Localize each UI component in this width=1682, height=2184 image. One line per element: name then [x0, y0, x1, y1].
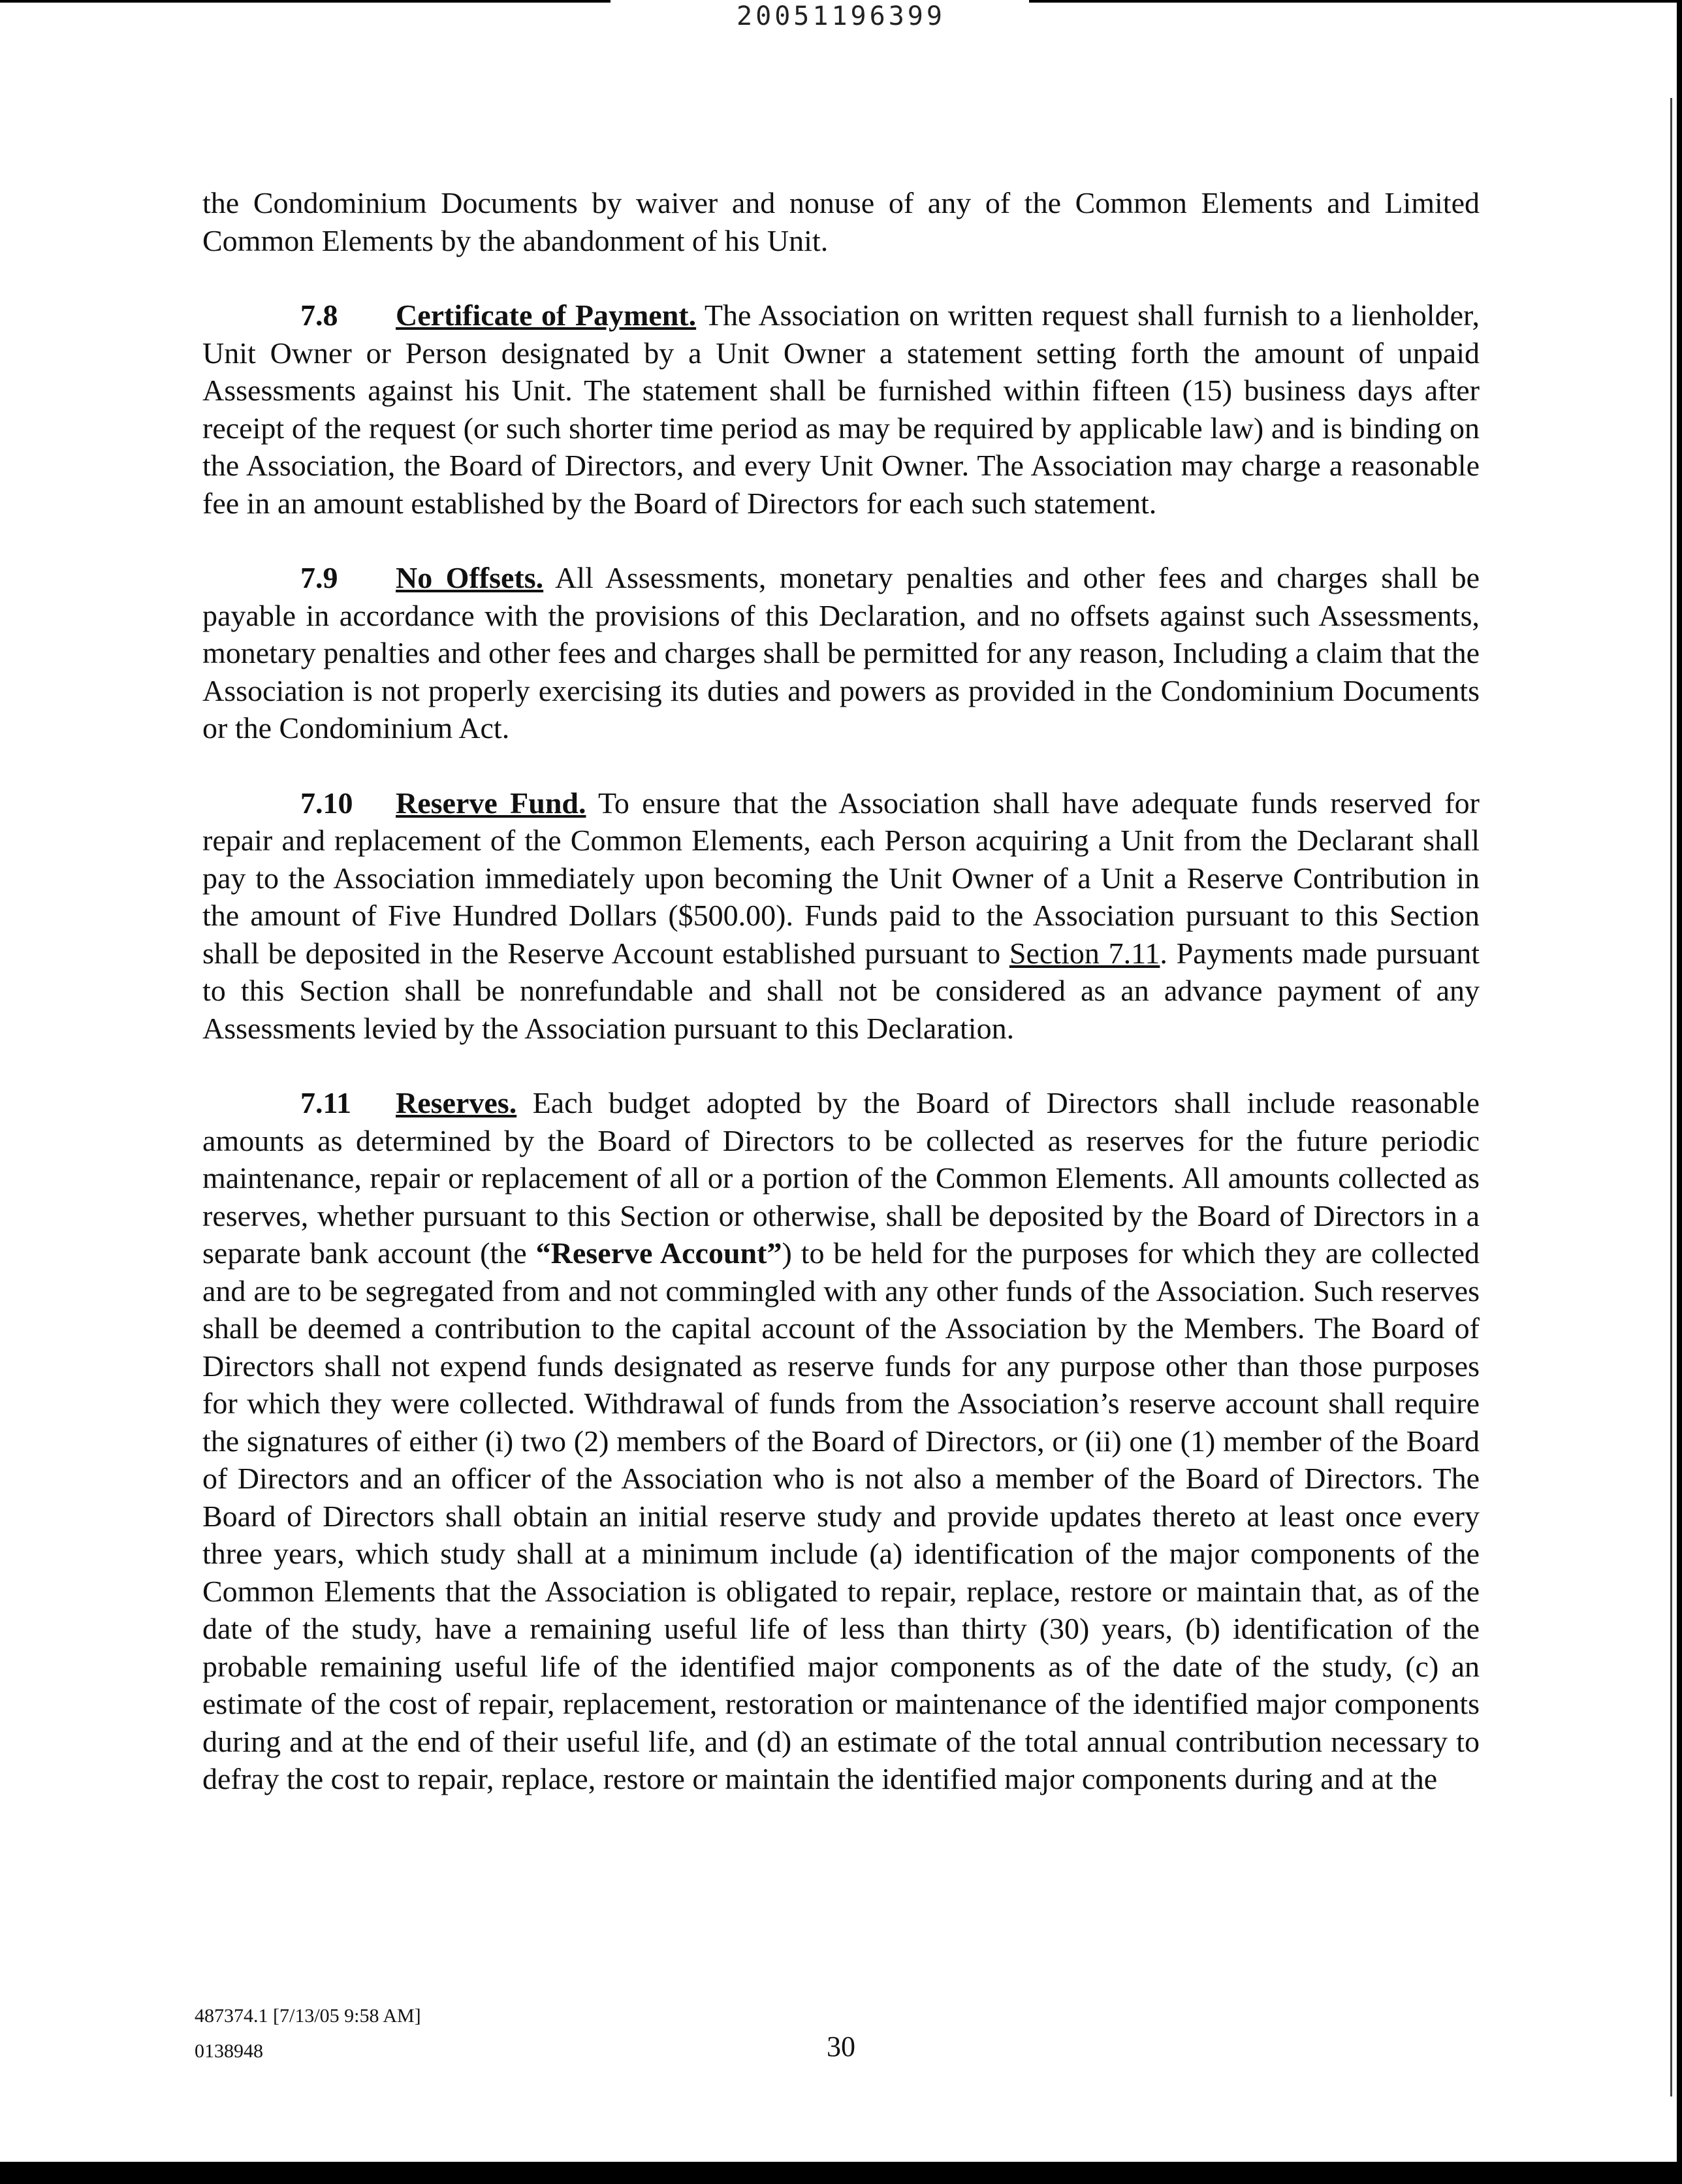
section-number: 7.8	[300, 298, 338, 332]
section-text: All Assessments, monetary penalties and other fees and charges shall be payable in accordance with the provisions of this Declaration, and no offsets against such Assessments, monetary penalties and other fees and charges shall be permitted for any reason, Including a claim that the Association is not properly exercising its duties and powers as provided in the Condominium Documents or the Condominium Act.	[202, 561, 1480, 745]
section-title: No Offsets.	[396, 561, 544, 594]
page-number: 30	[827, 2031, 855, 2063]
section-text: . Payments made pursuant to this Section shall be nonrefundable and shall not be considered as an advance payment of any Assessments levied by the Association pursuant to this Declaration.	[202, 936, 1480, 1045]
section-number: 7.11	[300, 1086, 351, 1119]
defined-term: “Reserve Account”	[535, 1236, 782, 1270]
section-title: Reserve Fund.	[396, 786, 586, 820]
footer-doc-ref: 487374.1 [7/13/05 9:58 AM]	[195, 2005, 421, 2027]
document-id: 20051196399	[737, 1, 945, 31]
scan-border-right	[1677, 0, 1682, 2184]
section-text: To ensure that the Association shall have adequate funds reserved for repair and replacement of the Common Elements, each Person acquiring a Unit from the Declarant shall pay to the Association immediately upon becoming the Unit Owner of a Unit a Reserve Contribution in the amount of Five Hundred Dollars ($500.00). Funds paid to the Association pursuant to this Section shall be deposited in the Reserve Account established pursuant to	[202, 786, 1480, 970]
document-body	[202, 184, 1480, 1835]
paragraph-continuation	[202, 184, 1480, 259]
section-title: Reserves.	[396, 1086, 517, 1119]
section-7-10	[202, 784, 1480, 1048]
section-text: ) to be held for the purposes for which they are collected and are to be segregated from and not commingled with any other funds of the Association. Such reserves shall be deemed a contribution to the capital account of the Association by the Members. The Board of Directors shall not expend funds designated as reserve funds for any purpose other than those purposes for which they were collected. Withdrawal of funds from the Association’s reserve account shall require the signatures of either (i) two (2) members of the Board of Directors, or (ii) one (1) member of the Board of Directors and an officer of the Association who is not also a member of the Board of Directors. The Board of Directors shall obtain an initial reserve study and provide updates thereto at least once every three years, which study shall at a minimum include (a) identification of the major components of the Common Elements that the Association is obligated to repair, replace, restore or maintain that, as of the date of the study, have a remaining useful life of less than thirty (30) years, (b) identification of the probable remaining useful life of the identified major components as of the date of the study, (c) an estimate of the cost of repair, replacement, restoration or maintenance of the identified major components during and at the end of their useful life, and (d) an estimate of the total annual contribution necessary to defray the cost to repair, replace, restore or maintain the identified major components during and at the	[202, 1236, 1480, 1795]
section-7-11	[202, 1084, 1480, 1798]
scan-border-right-inner	[1670, 98, 1672, 2096]
footer-client-number: 0138948	[195, 2040, 263, 2062]
section-number: 7.9	[300, 561, 338, 594]
section-text: The Association on written request shall furnish to a lienholder, Unit Owner or Person designated by a Unit Owner a statement setting forth the amount of unpaid Assessments against his Unit. The statement shall be furnished within fifteen (15) business days after receipt of the request (or such shorter time period as may be required by applicable law) and is binding on the Association, the Board of Directors, and every Unit Owner. The Association may charge a reasonable fee in an amount established by the Board of Directors for each such statement.	[202, 298, 1480, 520]
section-7-8	[202, 297, 1480, 522]
scan-border-bottom	[0, 2162, 1682, 2184]
section-text: Each budget adopted by the Board of Directors shall include reasonable amounts as determined by the Board of Directors to be collected as reserves for the future periodic maintenance, repair or replacement of all or a portion of the Common Elements. All amounts collected as reserves, whether pursuant to this Section or otherwise, shall be deposited by the Board of Directors in a separate bank account (the	[202, 1086, 1480, 1270]
section-number: 7.10	[300, 786, 353, 820]
paragraph-text: the Condominium Documents by waiver and nonuse of any of the Common Elements and Limited Common Elements by the abandonment of his Unit.	[202, 186, 1480, 257]
section-7-9	[202, 559, 1480, 747]
section-cross-reference: Section 7.11	[1009, 936, 1160, 970]
section-title: Certificate of Payment.	[396, 298, 697, 332]
